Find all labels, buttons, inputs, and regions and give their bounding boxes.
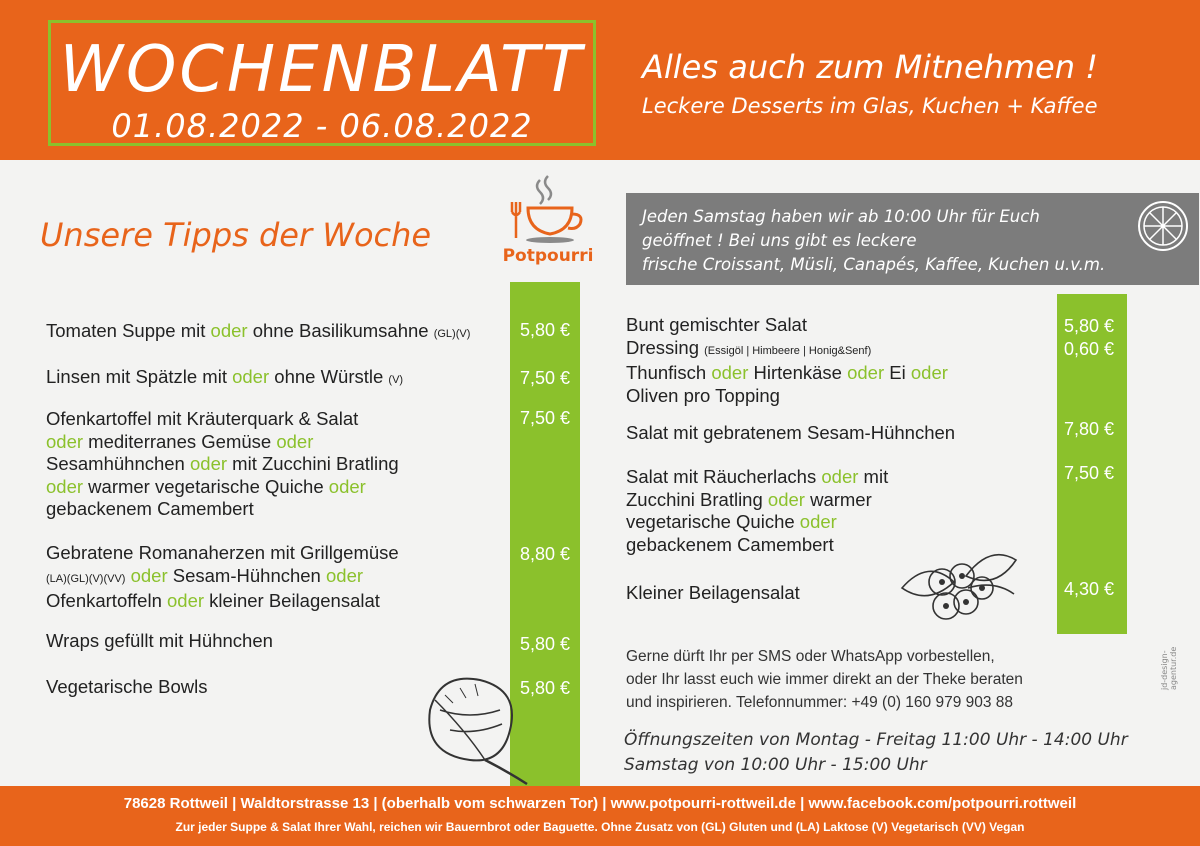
- price-linsen: 7,50 €: [519, 368, 571, 388]
- price-dressing: 0,60 €: [1064, 338, 1115, 359]
- menu-item-linsen: Linsen mit Spätzle mit oder ohne Würstle (V): [46, 366, 404, 387]
- menu-item-lachs-salat: Salat mit Räucherlachs oder mit Zucchini Bratling oder warmer vegetarische Quiche oder gebackenem Camembert: [626, 466, 889, 555]
- title-frame: [48, 20, 596, 146]
- takeaway-tagline: Alles auch zum Mitnehmen !: [642, 48, 1098, 86]
- page-title: WOCHENBLATT: [59, 33, 585, 107]
- price-bunter-salat: 5,80 €: [1064, 316, 1115, 336]
- hours-saturday: Samstag von 10:00 Uhr - 15:00 Uhr: [624, 755, 927, 775]
- potpourri-logo: [500, 172, 596, 272]
- price-beilagensalat: 4,30 €: [1064, 579, 1115, 599]
- price-ofenkartoffel: 7,50 €: [519, 408, 571, 428]
- orange-slice-icon: [1136, 199, 1190, 253]
- price-bunter-salat-group: [1064, 315, 1114, 360]
- cup-fork-icon: [500, 172, 596, 246]
- header-banner: [0, 0, 1200, 160]
- saturday-info-box: [626, 193, 1199, 285]
- saturday-line-3: frische Croissant, Müsli, Canapés, Kaffee, Kuchen u.v.m.: [642, 255, 1106, 274]
- menu-item-sesam-salat: Salat mit gebratenem Sesam-Hühnchen: [626, 422, 956, 443]
- menu-item-bowls: Vegetarische Bowls: [46, 676, 208, 697]
- saturday-line-2: geöffnet ! Bei uns gibt es leckere: [642, 231, 917, 250]
- footer-address: 78628 Rottweil | Waldtorstrasse 13 | (oberhalb vom schwarzen Tor) | www.potpourri-rottweil.de | www.facebook.com/potpourri.rottweil: [123, 795, 1077, 812]
- price-bowls: 5,80 €: [519, 678, 571, 698]
- footer-allergen-note: Zur jeder Suppe & Salat Ihrer Wahl, reichen wir Bauernbrot oder Baguette. Ohne Zusatz von (GL) Gluten und (LA) Laktose (V) Vegetarisch (VV) Vegan: [175, 820, 1025, 834]
- order-info: Gerne dürft Ihr per SMS oder WhatsApp vorbestellen, oder Ihr lasst euch wie immer direkt an der Theke beraten und inspirieren. Telefonnummer: +49 (0) 160 979 903 88: [626, 648, 1023, 711]
- price-wraps: 5,80 €: [519, 634, 571, 654]
- berries-icon: [898, 548, 1022, 630]
- footer-bar: [0, 786, 1200, 846]
- desserts-tagline: Leckere Desserts im Glas, Kuchen + Kaffee: [642, 94, 1098, 118]
- menu-item-ofenkartoffel: Ofenkartoffel mit Kräuterquark & Salat oder mediterranes Gemüse oder Sesamhühnchen oder mit Zucchini Bratling oder warmer vegetarische Quiche oder gebackenem Camembert: [46, 408, 399, 519]
- logo-name: Potpourri: [502, 246, 594, 266]
- menu-item-beilagensalat: Kleiner Beilagensalat: [626, 582, 800, 603]
- price-romanaherzen: 8,80 €: [519, 544, 571, 564]
- price-sesam-salat: 7,80 €: [1064, 419, 1115, 439]
- menu-item-wraps: Wraps gefüllt mit Hühnchen: [46, 630, 273, 651]
- tipps-heading: Unsere Tipps der Woche: [40, 216, 432, 254]
- price-lachs-salat: 7,50 €: [1064, 463, 1115, 483]
- opening-hours: [624, 728, 1128, 778]
- date-range: 01.08.2022 - 06.08.2022: [111, 107, 533, 145]
- menu-item-tomatensuppe: Tomaten Suppe mit oder ohne Basilikumsahne (GL)(V): [46, 320, 471, 341]
- spinach-leaf-icon: [410, 670, 535, 788]
- hours-weekday: Öffnungszeiten von Montag - Freitag 11:00 Uhr - 14:00 Uhr: [624, 730, 1128, 750]
- saturday-line-1: Jeden Samstag haben wir ab 10:00 Uhr für Euch: [642, 207, 1040, 226]
- price-tomatensuppe: 5,80 €: [519, 320, 571, 340]
- menu-item-romanaherzen: Gebratene Romanaherzen mit Grillgemüse (LA)(GL)(V)(VV) oder Sesam-Hühnchen oder Ofenkartoffeln oder kleiner Beilagensalat: [46, 542, 399, 611]
- designer-credit: jd-design-agentur.de: [1160, 646, 1178, 690]
- menu-item-bunter-salat: Bunt gemischter Salat Dressing (Essigöl | Himbeere | Honig&Senf) Thunfisch oder Hirtenkäse oder Ei oder Oliven pro Topping: [626, 314, 948, 406]
